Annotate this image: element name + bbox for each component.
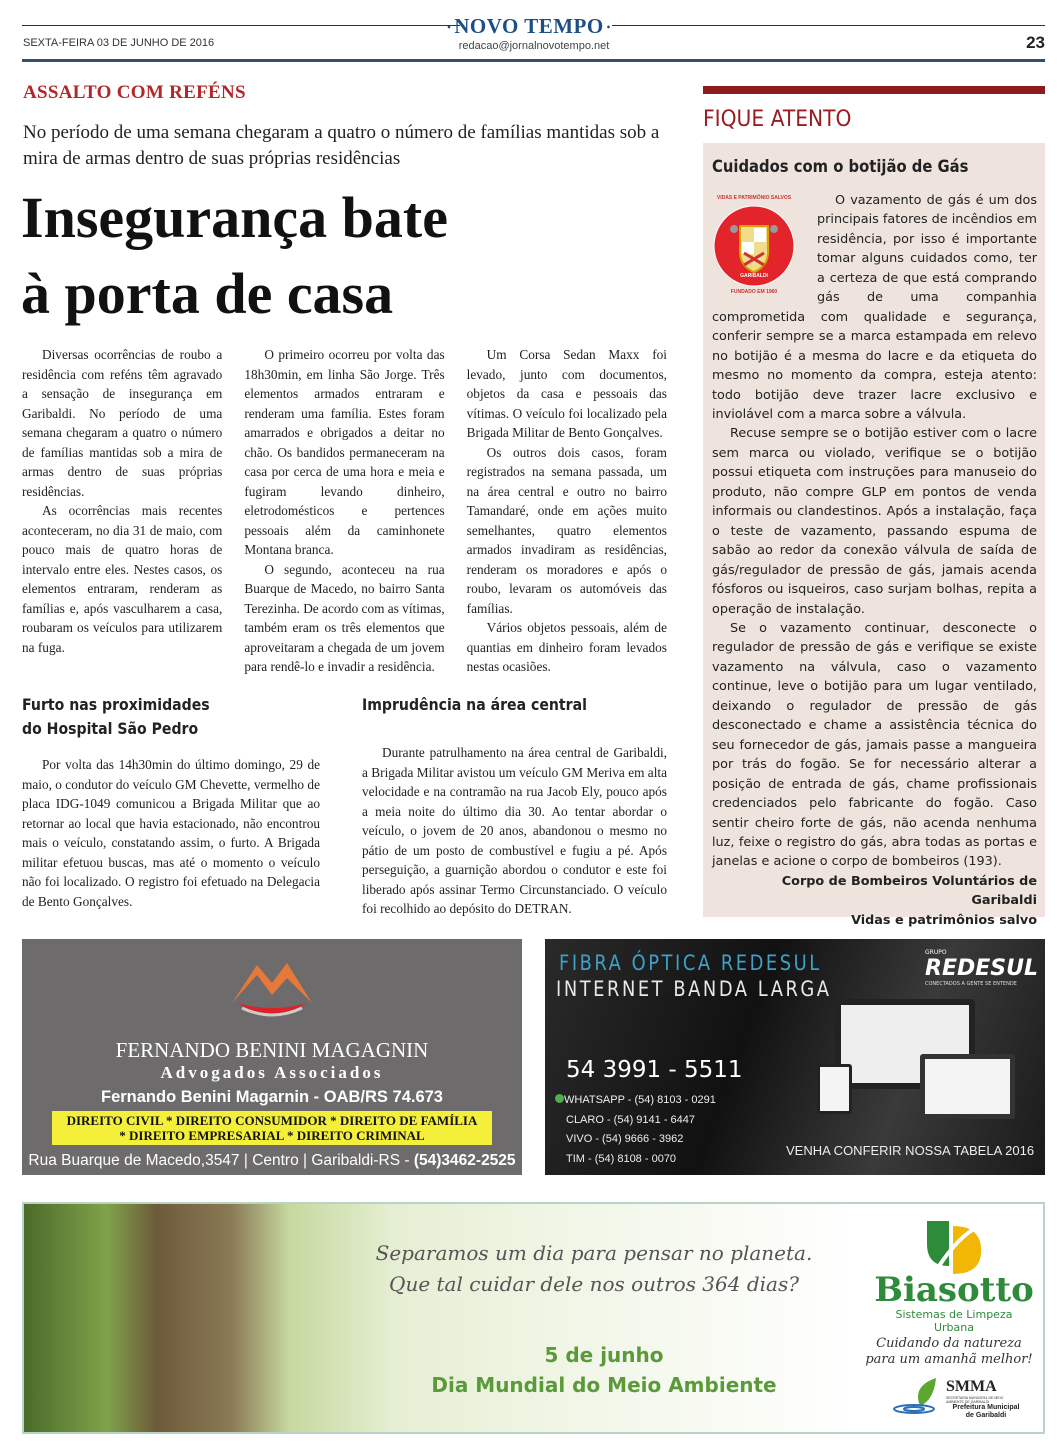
paragraph: Os outros dois casos, foram registrados na semana passada, um na área central e outro no bairro Tamandaré, onde em ações muito semelhantes, quatro elementos armados invadiram as residências, renderam os moradores e após o roubo, levaram os automóveis das famílias. [466, 444, 667, 616]
signature-line: Corpo de Bombeiros Voluntários de Garibaldi [781, 873, 1037, 909]
signature [712, 872, 1037, 930]
sidebar-body [712, 191, 1037, 930]
main-phone: 54 3991 - 5511 [566, 1057, 743, 1083]
practice-line: DIREITO CIVIL * DIREITO CONSUMIDOR * DIREITO DE FAMÍLIA [66, 1113, 478, 1128]
prefeitura-line: de Garibaldi [965, 1412, 1007, 1419]
contact-vivo: VIVO - (54) 9666 - 3962 [566, 1133, 684, 1145]
paragraph: Recuse sempre se o botijão estiver com o lacre sem marca ou violado, verifique se o botijão possui etiqueta com instruções para manuseio do produto, não compre GLP em pontos de venda informais ou clandestinos. Após a instalação, faça o teste de vazamento, passando espuma de sabão ao redor da conexão válvula de saída de gás/regulador de pressão de gás, jamais acenda fósforos ou isqueiros, caso surjam bolhas, repita a operação de instalação. [712, 426, 1037, 617]
article-title [22, 693, 284, 741]
address: Rua Buarque de Macedo,3547 | Centro | Garibaldi-RS - [28, 1152, 414, 1169]
masthead-title: NOVO TEMPO [454, 14, 604, 38]
ad-lawyer[interactable] [22, 939, 522, 1175]
tablet-image [817, 1064, 852, 1114]
page-number: 23 [1026, 33, 1045, 52]
sidebar-title: Cuidados com o botijão de Gás [712, 157, 969, 177]
contact-list [555, 1091, 716, 1169]
smma-subtitle: SECRETARIA MUNICIPAL DE MEIO AMBIENTE DE GARIBALDI [946, 1396, 1004, 1404]
contact-email: redacao@jornalnovotempo.net [458, 40, 610, 52]
article-title: Imprudência na área central [362, 695, 587, 714]
law-firm-subtitle: Advogados Associados [160, 1063, 384, 1082]
event-date: 5 de junho [544, 1343, 664, 1367]
ad-quote [354, 1238, 834, 1300]
paragraph: Diversas ocorrências de roubo a residência com reféns têm agravado a sensação de insegurança em Garibaldi. No período de uma semana chegaram a quatro o número de famílias mantidas sob a mira de armas dentro de suas próprias residências. [22, 347, 223, 499]
article-imprudencia [362, 693, 667, 919]
slogan-line: para um amanhã melhor! [865, 1352, 1033, 1367]
paragraph: O primeiro ocorreu por volta das 18h30min, em linha São Jorge. Três elementos armados entraram e renderam uma família. Estes foram amarrados e obrigados a deitar no chão. Os bandidos permaneceram na casa por cerca de uma hora e meia e fugiram levando dinheiro, eletrodomésticos e pertences pessoais além da caminhonete Montana branca. [244, 347, 445, 557]
prefeitura-line: Prefeitura Municipal [952, 1404, 1020, 1411]
article-furto [22, 693, 320, 911]
paragraph: Se o vazamento continuar, desconecte o regulador de pressão de gás e verifique se existe vazamento na válvula, caso o vazamento continue, leve o botijão para um lugar ventilado, deixando o regulador de pressão de gás desconectado e chame a assistência técnica do seu fornecedor de gás, jamais passe a mangueira por trás do fogão. Se for necessário alterar a posição de entrada de gás, chame profissionais credenciados pelo fabricante do fogão. Caso sentir cheiro forte de gás, não acenda nenhuma luz, feixe o registro do gás, abra todas as portas e janelas e acione o corpo de bombeiros (193). [712, 620, 1037, 870]
sidebar-section-title: FIQUE ATENTO [703, 107, 852, 132]
brand-tagline: Sistemas de Limpeza Urbana [895, 1308, 1013, 1334]
smma-logo: SMMA [946, 1378, 997, 1395]
contact-tim: TIM - (54) 8108 - 0070 [566, 1152, 677, 1165]
quote-line: Separamos um dia para pensar no planeta. [375, 1241, 813, 1265]
water-leaf-icon [892, 1376, 944, 1416]
paragraph: Vários objetos pessoais, além de quantias em dinheiro foram levados nestas ocasiões. [466, 620, 667, 674]
quote-line: Que tal cuidar dele nos outros 364 dias? [389, 1272, 799, 1296]
svg-text:GARIBALDI: GARIBALDI [740, 273, 768, 279]
whatsapp-icon [555, 1094, 564, 1103]
issue-date: SEXTA-FEIRA 03 DE JUNHO DE 2016 [23, 37, 215, 49]
slogan [864, 1336, 1034, 1368]
paragraph: As ocorrências mais recentes aconteceram, no dia 31 de maio, com pouco mais de quatro horas de intervalo entre eles. Nestes casos, os elementos entraram, renderam as famílias e, após vasculharem a casa, roubaram os veículos para utilizarem na fuga. [22, 503, 223, 655]
logo-group: GRUPO [925, 949, 947, 956]
event-info [404, 1340, 804, 1400]
law-firm-name: FERNANDO BENINI MAGAGNIN [115, 1038, 429, 1062]
contact-claro: CLARO - (54) 9141 - 6447 [566, 1113, 696, 1126]
ad-line2: INTERNET BANDA LARGA [556, 977, 832, 1001]
masthead: • NOVO TEMPO • [447, 14, 611, 38]
title-line: Furto nas proximidades [22, 695, 210, 714]
svg-text:VIDAS E PATRIMÔNIO SALVOS: VIDAS E PATRIMÔNIO SALVOS [716, 195, 792, 201]
contact-whatsapp [555, 1091, 716, 1111]
slogan-line: Cuidando da natureza [876, 1336, 1022, 1351]
event-name: Dia Mundial do Meio Ambiente [431, 1373, 777, 1397]
law-firm-address [22, 1152, 522, 1170]
sidebar-accent-bar [703, 86, 1045, 94]
article-body [22, 345, 667, 680]
headline-line: à porta de casa [21, 261, 394, 326]
laptop-image [920, 1054, 1015, 1119]
article-headline [21, 180, 671, 332]
practice-line: * DIREITO EMPRESARIAL * DIREITO CRIMINAL [119, 1128, 425, 1143]
practice-areas [52, 1111, 492, 1145]
ad-line1: FIBRA ÓPTICA REDESUL [559, 951, 822, 975]
lawyer-oab: Fernando Benini Magarnin - OAB/RS 74.673 [101, 1088, 443, 1106]
paragraph: Um Corsa Sedan Maxx foi levado, junto com documentos, objetos da casa e pessoais das vítimas. O veículo foi localizado pela Brigada Militar de Bento Gonçalves. [466, 347, 667, 440]
paragraph: Por volta das 14h30min do último domingo, 29 de maio, o condutor do veículo GM Chevette, vermelho de placa IDG-1049 comunicou a Brigada Militar que ao retornar ao local que havia estacionado, não encontrou mais o veículo, constatando assim, o furto. A Brigada militar efetuou buscas, mas até o momento o veículo não foi localizado. O registro foi efetuado na Delegacia de Bento Gonçalves. [22, 757, 320, 909]
header-divider [22, 59, 1045, 62]
logo-tagline: CONECTADOS A GENTE SE ENTENDE [925, 981, 1017, 987]
law-firm-logo [227, 953, 317, 1023]
headline-line: Insegurança bate [21, 185, 448, 250]
paragraph: O vazamento de gás é um dos principais fatores de incêndios em residência, por isso é importante tomar alguns cuidados como, ter a certeza de que está comprando gás de uma companhia comprometida com qualidade e segurança, conferir sempre se a marca estampada em relevo no botijão é a mesma do lacre e da etiqueta do mesmo no momento da compra, esteja atento: todo botijão deve trazer lacre exclusivo e inviolável com a marca sobre a válvula. [712, 193, 1038, 422]
title-line: do Hospital São Pedro [22, 719, 199, 738]
ad-cta: VENHA CONFERIR NOSSA TABELA 2016 [786, 1143, 1035, 1158]
ad-redesul[interactable] [545, 939, 1045, 1175]
article-deck: No período de uma semana chegaram a quatro o número de famílias mantidas sob a mira de armas dentro de suas próprias residências [23, 122, 660, 169]
prefeitura [946, 1404, 1026, 1420]
paragraph: O segundo, aconteceu na rua Buarque de Macedo, no bairro Santa Terezinha. De acordo com as vítimas, também eram os três elementos que aproveitaram a chegada de um jovem para rendê-lo e invadir a residência. [244, 561, 445, 674]
contact-text: WHATSAPP - (54) 8103 - 0291 [564, 1094, 716, 1106]
svg-text:FUNDADO EM 1960: FUNDADO EM 1960 [730, 289, 778, 295]
ad-biasotto[interactable] [22, 1202, 1045, 1434]
signature-line: Vidas e patrimônios salvo [851, 912, 1037, 928]
phone: (54)3462-2525 [413, 1152, 516, 1169]
article-kicker: ASSALTO COM REFÉNS [23, 82, 246, 103]
paragraph: Durante patrulhamento na área central de Garibaldi, a Brigada Militar avistou um veículo GM Meriva em alta velocidade e na contramão na rua Jacob Ely, pouco após a meia noite do último dia 30. Ao tentar abordar o veículo, o jovem de 20 anos, abandonou o mesmo no pátio de um posto de combustível e fugiu a pé. Após perseguição, a guarnição abordou o condutor e este foi liberado após assinar Termo Circunstanciado. O veículo foi recolhido ao depósito do DETRAN. [362, 745, 667, 916]
redesul-logo: REDESUL [925, 956, 1038, 981]
fire-brigade-logo [712, 191, 807, 301]
brand-name: Biasotto [874, 1270, 1034, 1310]
